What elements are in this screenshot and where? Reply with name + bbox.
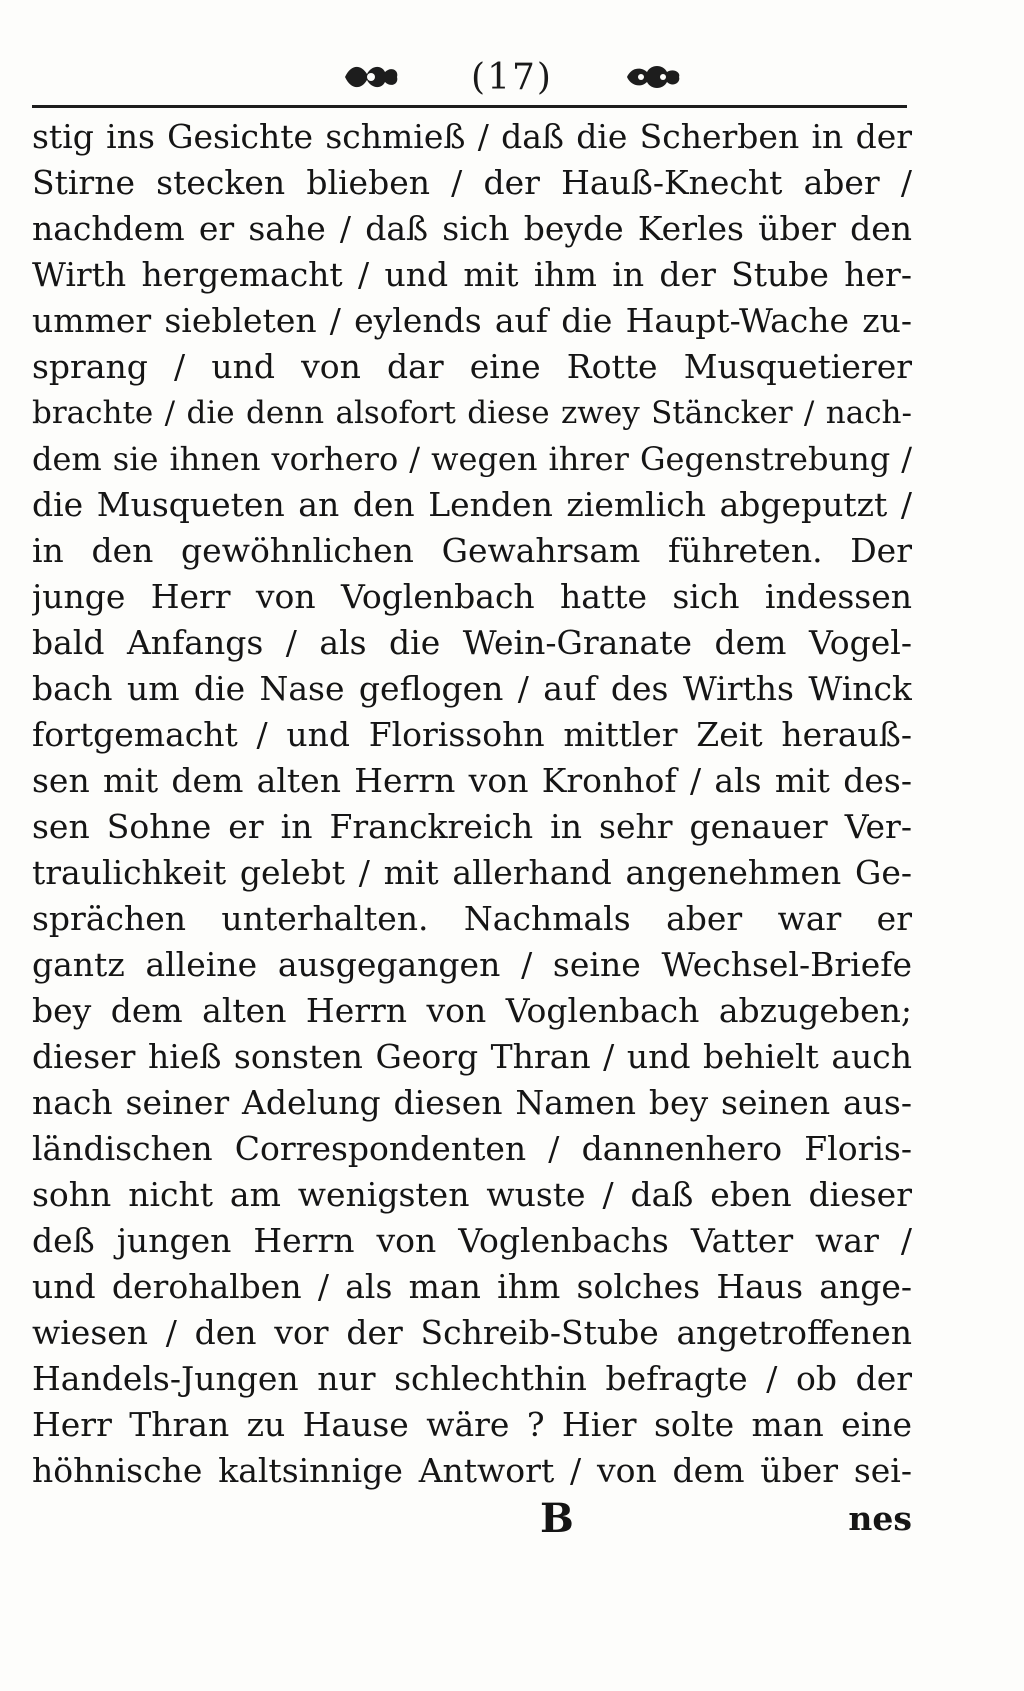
text-line: dieser hieß sonsten Georg Thran / und behielt auch [32,1037,912,1076]
text-line: sohn nicht am wenigsten wuste / daß eben dieser [32,1175,912,1214]
signature-mark: B [540,1495,574,1542]
catchword: nes [848,1499,912,1538]
text-line: nach seiner Adelung diesen Namen bey seinen aus- [32,1083,912,1122]
text-line: Stirne stecken blieben / der Hauß-Knecht aber / [32,163,912,202]
text-line: in den gewöhnlichen Gewahrsam führeten. Der [32,531,912,570]
page-footer [32,1495,912,1545]
text-line: Wirth hergemacht / und mit ihm in der Stube her- [32,255,912,294]
text-line: ummer siebleten / eylends auf die Haupt-Wache zu- [32,301,912,340]
text-line: deß jungen Herrn von Voglenbachs Vatter war / [32,1221,912,1260]
body-text [32,114,912,1494]
text-line: stig ins Gesichte schmieß / daß die Scherben in der [32,117,912,156]
text-line: bey dem alten Herrn von Voglenbach abzugeben; [32,991,912,1030]
text-line: sen Sohne er in Franckreich in sehr genauer Ver- [32,807,912,846]
header-rule [32,105,907,108]
ornament-left-icon [341,60,401,94]
text-line: Handels-Jungen nur schlechthin befragte / ob der [32,1359,912,1398]
text-line: höhnische kaltsinnige Antwort / von dem über sei- [32,1451,912,1490]
text-line: brachte / die denn alsofort diese zwey Stäncker / nach- [32,395,912,431]
text-line: sprächen unterhalten. Nachmals aber war er [32,899,912,938]
text-line: wiesen / den vor der Schreib-Stube angetroffenen [32,1313,912,1352]
text-line: bach um die Nase geflogen / auf des Wirths Winck [32,669,912,708]
text-line: traulichkeit gelebt / mit allerhand angenehmen Ge- [32,853,912,892]
text-line: fortgemacht / und Florissohn mittler Zeit herauß- [32,715,912,754]
text-line: nachdem er sahe / daß sich beyde Kerles über den [32,209,912,248]
text-line: die Musqueten an den Lenden ziemlich abgeputzt / [32,485,912,524]
text-line: dem sie ihnen vorhero / wegen ihrer Gegenstrebung / [32,440,912,478]
text-line: Herr Thran zu Hause wäre ? Hier solte man eine [32,1405,912,1444]
ornament-right-icon [623,60,683,94]
text-line: und derohalben / als man ihm solches Haus ange- [32,1267,912,1306]
page-header [0,52,1024,102]
text-line: ländischen Correspondenten / dannenhero Floris- [32,1129,912,1168]
page-number: (17) [471,56,553,98]
text-line: junge Herr von Voglenbach hatte sich indessen [32,577,912,616]
text-line: gantz alleine ausgegangen / seine Wechsel-Briefe [32,945,912,984]
text-line: sen mit dem alten Herrn von Kronhof / als mit des- [32,761,912,800]
text-line: sprang / und von dar eine Rotte Musquetierer [32,347,912,386]
text-line: bald Anfangs / als die Wein-Granate dem Vogel- [32,623,912,662]
